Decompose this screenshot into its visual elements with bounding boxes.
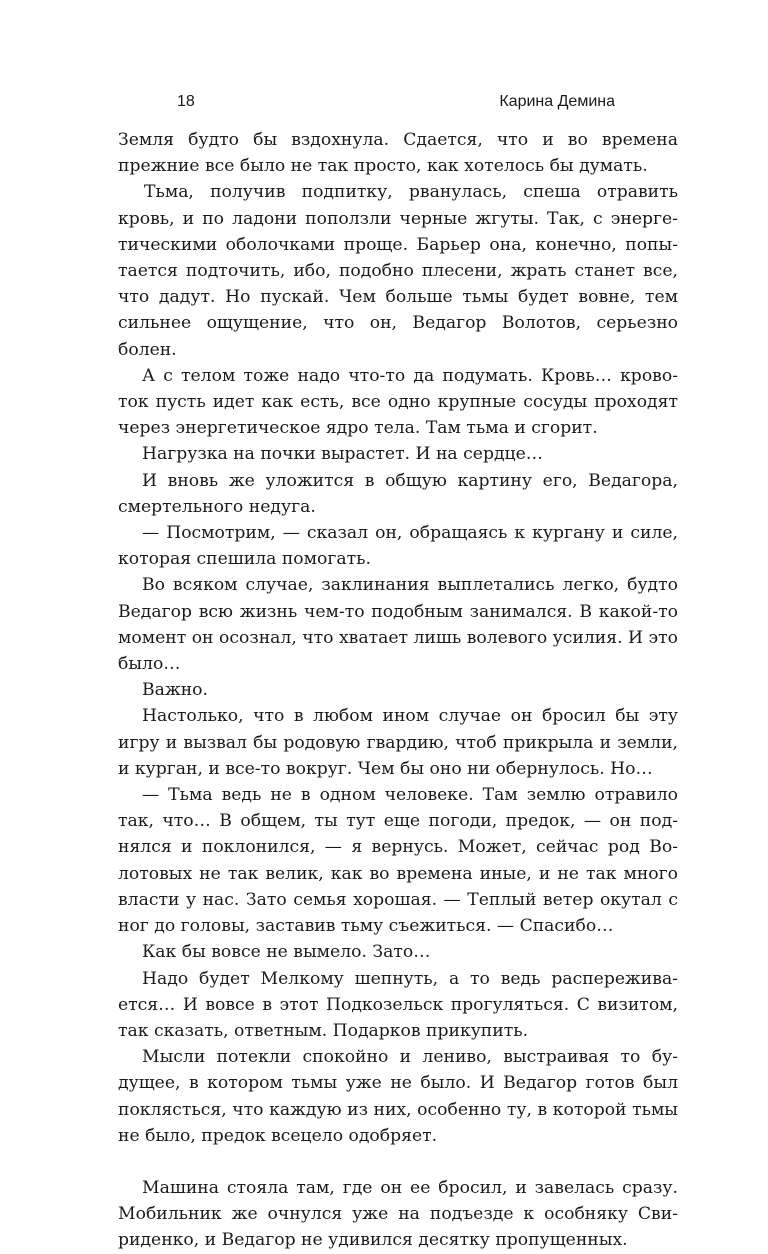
paragraph: И вновь же уложится в общую картину его, Ведагора, смертельного недуга. (118, 470, 678, 517)
paragraph: Как бы вовсе не вымело. Зато… (142, 942, 431, 963)
paragraph: Во всяком случае, заклинания выплетались легко, будто Ведагор всю жизнь чем-то подобным занимался. В какой-то момент он осознал, что хватает лишь волевого усилия. И это было… (118, 575, 678, 675)
paragraph: Тьма, получив подпитку, рванулась, спеша отравить кровь, и по ладони поползли черные жгуты. Так, с энергетическими оболочками проще. Барьер она, конечно, попытается подточить, ибо, подобно плесени, жрать станет все, что дадут. Но пускай. Чем больше тьмы будет вовне, тем сильнее ощущение, что он, Ведагор Волотов, серьезно болен. (118, 182, 678, 360)
paragraph: — Посмотрим, — сказал он, обращаясь к кургану и силе, которая спешила помогать. (118, 523, 678, 570)
body-text (118, 127, 678, 1254)
page-number: 18 (177, 93, 195, 110)
paragraph: Надо будет Мелкому шепнуть, а то ведь распереживается… И вовсе в этот Подкозельск прогуляться. С визитом, так сказать, ответным. Подарков прикупить. (118, 968, 678, 1041)
paragraph: — Тьма ведь не в одном человеке. Там землю отравило так, что… В общем, ты тут еще погоди, предок, — он поднялся и поклонился, — я вернусь. Может, сейчас род Волотовых не так велик, как во времена иные, и не так много власти у нас. Зато семья хорошая. — Теплый ветер окутал с ног до головы, заставив тьму съежиться. — Спасибо… (118, 785, 678, 937)
section-break (118, 1149, 678, 1175)
page-header (177, 92, 615, 116)
paragraph: Важно. (142, 680, 208, 701)
paragraph: Нагрузка на почки вырастет. И на сердце… (142, 444, 543, 465)
paragraph: Машина стояла там, где он ее бросил, и завелась сразу. Мобильник же очнулся уже на подъезде к особняку Свириденко, и Ведагор не удивился десятку пропущенных. (118, 1177, 678, 1251)
paragraph: Настолько, что в любом ином случае он бросил бы эту игру и вызвал бы родовую гвардию, чтоб прикрыла и земли, и курган, и все-то вокруг. Чем бы оно ни обернулось. Но… (118, 706, 678, 779)
paragraph: Земля будто бы вздохнула. Сдается, что и во времена прежние все было не так просто, как хотелось бы думать. (118, 130, 678, 177)
running-head-author: Карина Демина (499, 93, 615, 110)
paragraph: А с телом тоже надо что-то да подумать. Кровь… кровоток пусть идет как есть, все одно крупные сосуды проходят через энергетическое ядро тела. Там тьма и сгорит. (118, 365, 678, 439)
paragraph: Мысли потекли спокойно и лениво, выстраивая то будущее, в котором тьмы уже не было. И Ведагор готов был поклясться, что каждую из них, особенно ту, в которой тьмы не было, предок всецело одобряет. (118, 1047, 678, 1146)
